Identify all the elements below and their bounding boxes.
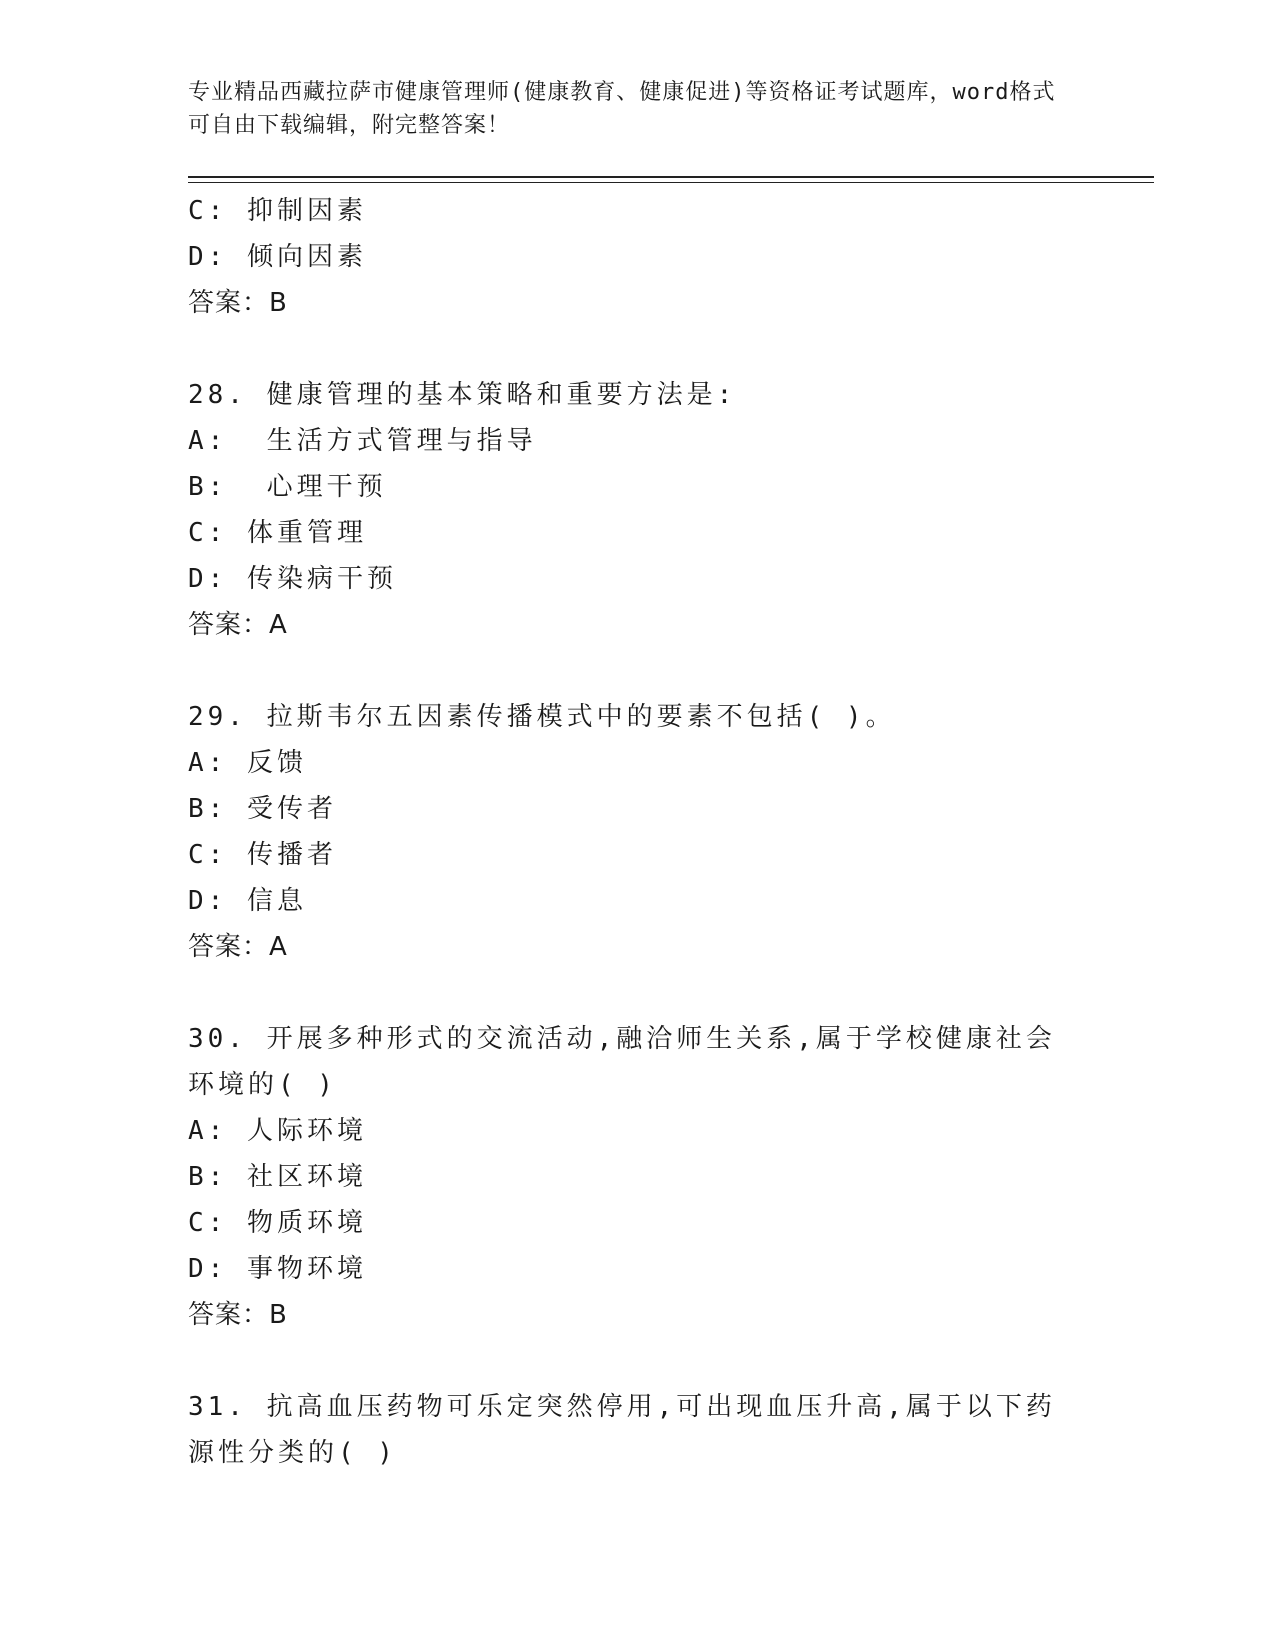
question-block-31 — [188, 1384, 1068, 1476]
answer-line: 答案：A — [188, 610, 288, 640]
question-title: 28. 健康管理的基本策略和重要方法是: — [188, 380, 737, 410]
option-b: B: 社区环境 — [188, 1162, 367, 1192]
header-rule-thick — [188, 176, 1154, 178]
question-block-28 — [188, 372, 1068, 648]
option-d: D: 信息 — [188, 886, 307, 916]
question-block-27 — [188, 188, 1068, 326]
option-c: C: 传播者 — [188, 840, 337, 870]
spacer — [188, 326, 1068, 372]
answer-line: 答案：B — [188, 288, 288, 318]
option-a: A: 人际环境 — [188, 1116, 367, 1146]
answer-line: 答案：A — [188, 932, 288, 962]
question-block-30 — [188, 1016, 1068, 1338]
option-d: D: 传染病干预 — [188, 564, 397, 594]
option-a: A: 生活方式管理与指导 — [188, 426, 537, 456]
question-list — [188, 188, 1068, 1476]
option-a: A: 反馈 — [188, 748, 307, 778]
spacer — [188, 970, 1068, 1016]
question-block-29 — [188, 694, 1068, 970]
header-rule-thin — [188, 182, 1154, 183]
option-d: D: 倾向因素 — [188, 242, 367, 272]
answer-line: 答案：B — [188, 1300, 288, 1330]
question-title: 31. 抗高血压药物可乐定突然停用,可出现血压升高,属于以下药源性分类的( ) — [188, 1392, 1056, 1468]
option-d: D: 事物环境 — [188, 1254, 367, 1284]
option-b: B: 心理干预 — [188, 472, 387, 502]
option-c: C: 抑制因素 — [188, 196, 367, 226]
question-title: 30. 开展多种形式的交流活动,融洽师生关系,属于学校健康社会环境的( ) — [188, 1024, 1056, 1100]
document-header: 专业精品西藏拉萨市健康管理师(健康教育、健康促进)等资格证考试题库，word格式可自由下载编辑，附完整答案！ — [188, 80, 1056, 138]
question-title: 29. 拉斯韦尔五因素传播模式中的要素不包括( )。 — [188, 702, 896, 732]
option-c: C: 物质环境 — [188, 1208, 367, 1238]
option-b: B: 受传者 — [188, 794, 337, 824]
spacer — [188, 1338, 1068, 1384]
spacer — [188, 648, 1068, 694]
option-c: C: 体重管理 — [188, 518, 367, 548]
